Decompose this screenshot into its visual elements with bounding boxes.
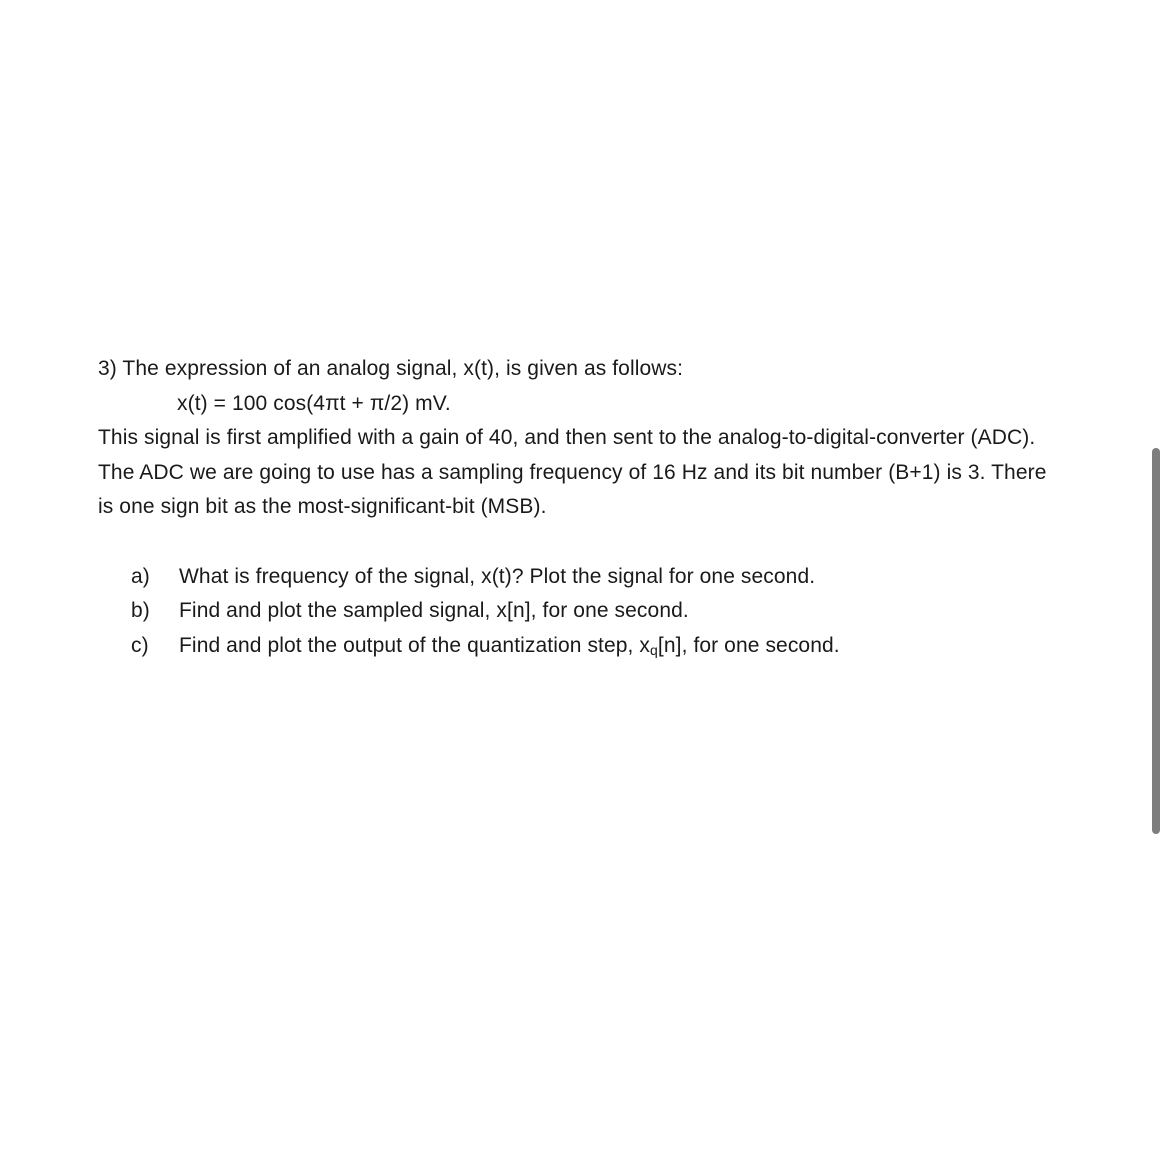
signal-equation: x(t) = 100 cos(4πt + π/2) mV. — [177, 391, 451, 415]
problem-paragraph — [98, 421, 1138, 525]
question-letter: b) — [131, 599, 150, 622]
question-text — [179, 629, 840, 668]
question-text-end: [n], for one second. — [657, 633, 840, 657]
question-letter: c) — [131, 633, 149, 657]
quantized-subscript: q — [650, 641, 658, 658]
vertical-scrollbar[interactable] — [1152, 448, 1160, 834]
question-text-start: Find and plot the output of the quantization step, x — [179, 633, 651, 657]
question-b — [131, 594, 1138, 629]
problem-intro: 3) The expression of an analog signal, x(t), is given as follows: — [98, 357, 684, 380]
paragraph-line: This signal is first amplified with a gain of 40, and then sent to the analog-to-digital-converter (ADC). — [98, 426, 1036, 449]
paragraph-line: is one sign bit as the most-significant-bit (MSB). — [98, 495, 547, 518]
question-text: Find and plot the sampled signal, x[n], for one second. — [179, 599, 689, 622]
question-text: What is frequency of the signal, x(t)? Plot the signal for one second. — [179, 564, 816, 588]
question-letter: a) — [131, 564, 150, 588]
question-c — [131, 629, 1138, 668]
problem-block — [98, 352, 1138, 667]
question-list — [98, 560, 1138, 668]
paragraph-line: The ADC we are going to use has a sampling frequency of 16 Hz and its bit number (B+1) is 3. There — [98, 460, 1047, 484]
question-a — [131, 560, 1138, 595]
